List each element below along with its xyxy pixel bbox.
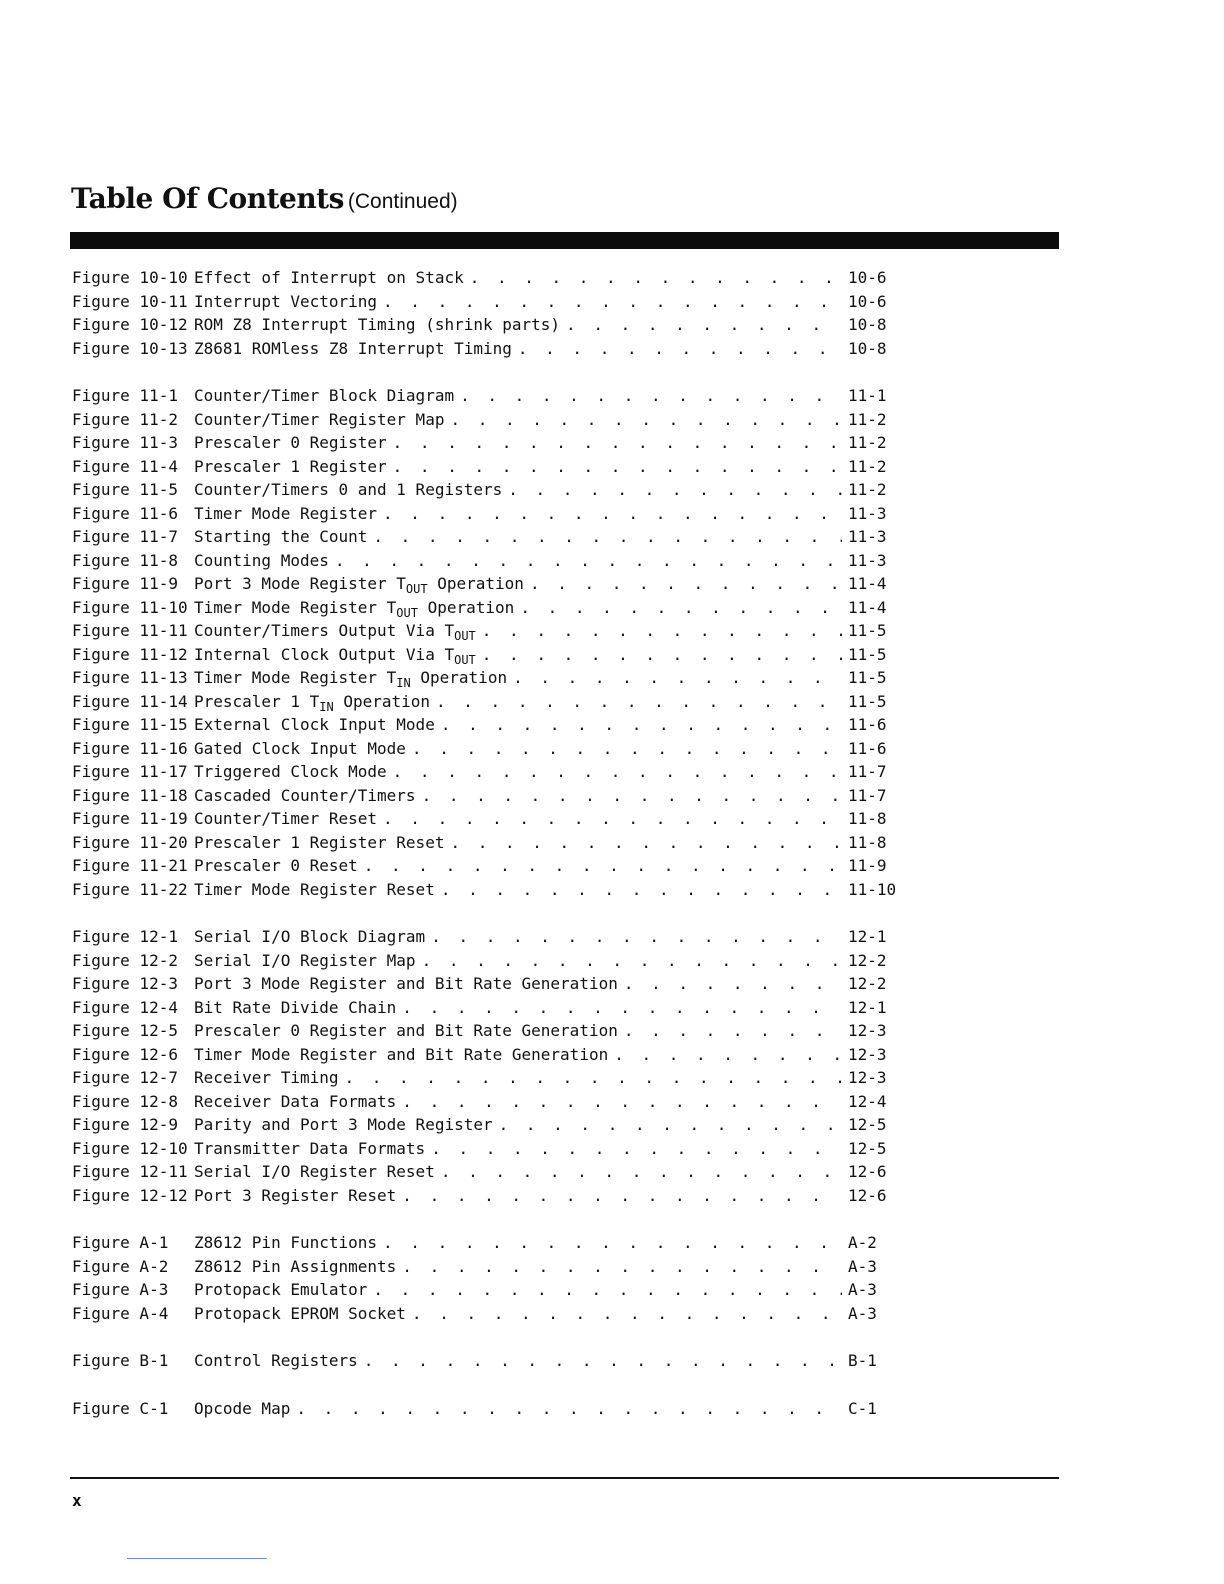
figure-title-subscript: IN <box>319 699 334 714</box>
figure-number: Figure 11-13 <box>72 668 188 687</box>
figure-title <box>194 1397 290 1421</box>
figure-title-text: Control Registers <box>194 1351 358 1370</box>
figure-title-text: Transmitter Data Formats <box>194 1138 426 1158</box>
toc-row[interactable] <box>72 925 912 949</box>
figure-number: Figure 11-7 <box>72 527 178 546</box>
figure-group <box>72 266 912 360</box>
toc-row[interactable] <box>72 478 912 502</box>
figure-number: Figure 11-1 <box>72 386 178 405</box>
figure-title-text: Receiver Data Formats <box>194 1091 397 1111</box>
toc-row[interactable] <box>72 1043 912 1067</box>
toc-row[interactable] <box>72 1019 912 1043</box>
page-reference: 11-2 <box>848 456 887 476</box>
figure-title-subscript: OUT <box>405 582 428 596</box>
dot-leader <box>450 831 842 855</box>
figure-title-text: Effect of Interrupt on Stack <box>194 268 464 287</box>
toc-row[interactable] <box>72 1184 912 1208</box>
dot-leader <box>373 525 842 549</box>
figure-group <box>72 1231 912 1325</box>
figure-title <box>194 925 425 949</box>
toc-row[interactable] <box>72 384 912 408</box>
figure-group <box>72 384 912 901</box>
toc-row[interactable] <box>72 1090 912 1114</box>
figure-title <box>194 266 464 290</box>
figure-title-text: Internal Clock Output Via T <box>194 644 455 664</box>
figure-title-text: Protopack Emulator <box>194 1280 368 1299</box>
figure-title <box>194 478 502 502</box>
figure-title-text: Counter/Timer Reset <box>194 809 378 828</box>
blue-underline-mark <box>127 1558 267 1559</box>
page-reference: 11-3 <box>848 550 887 570</box>
figure-title <box>194 713 435 737</box>
dot-leader <box>422 949 842 973</box>
figure-title <box>194 760 387 784</box>
toc-row[interactable] <box>72 549 912 573</box>
figure-title <box>194 878 435 902</box>
figure-title <box>194 313 560 337</box>
page-reference: 12-3 <box>848 1021 887 1040</box>
figure-title <box>194 854 358 878</box>
figure-title-suffix: Operation <box>427 574 524 593</box>
dot-leader <box>460 384 842 408</box>
toc-row[interactable] <box>72 666 912 690</box>
figure-number: Figure 12-12 <box>72 1185 188 1205</box>
figure-title-subscript: OUT <box>454 652 476 667</box>
toc-row[interactable] <box>72 1231 912 1255</box>
figure-title-text: Counter/Timers 0 and 1 Registers <box>194 480 503 499</box>
page-reference: 11-5 <box>848 644 887 664</box>
figure-number: Figure 11-6 <box>72 503 178 523</box>
figure-title <box>194 408 444 432</box>
figure-number: Figure 12-7 <box>72 1068 178 1087</box>
figure-title-text: Counting Modes <box>194 550 329 570</box>
page-reference: 11-1 <box>848 386 887 405</box>
figure-title-text: Timer Mode Register Reset <box>194 879 435 899</box>
page-reference: 11-2 <box>848 480 887 499</box>
page-subtitle: (Continued) <box>347 190 458 213</box>
page-reference: 12-6 <box>848 1162 887 1181</box>
figure-title-text: Prescaler 0 Register and Bit Rate Generation <box>194 1021 618 1040</box>
dot-leader <box>431 925 842 949</box>
page-reference: A-3 <box>848 1303 877 1323</box>
footer-rule <box>70 1477 1059 1479</box>
figure-title <box>194 1231 377 1255</box>
figure-number: Figure 12-5 <box>72 1021 178 1040</box>
figure-title-suffix: Operation <box>333 691 431 711</box>
page-title: Table Of Contents <box>71 182 344 215</box>
page-reference: 11-5 <box>848 691 887 711</box>
page-reference: 11-6 <box>848 738 887 758</box>
toc-row[interactable] <box>72 1160 912 1184</box>
page-reference: C-1 <box>848 1398 877 1418</box>
figure-title <box>194 807 377 831</box>
dot-leader <box>402 1184 842 1208</box>
page-reference: 12-6 <box>848 1185 887 1205</box>
dot-leader <box>412 1302 842 1326</box>
toc-row[interactable] <box>72 1302 912 1326</box>
dot-leader <box>393 760 842 784</box>
toc-row[interactable] <box>72 313 912 337</box>
figure-title-text: Counter/Timers Output Via T <box>194 621 455 640</box>
page-reference: 11-6 <box>848 715 887 734</box>
dot-leader <box>614 1043 842 1067</box>
page-reference: 11-3 <box>848 503 887 523</box>
figure-number: Figure 12-3 <box>72 974 178 993</box>
toc-row[interactable] <box>72 854 912 878</box>
dot-leader <box>566 313 842 337</box>
figure-number: Figure 11-9 <box>72 574 178 593</box>
page-reference: A-3 <box>848 1256 877 1276</box>
figure-number: Figure 10-13 <box>72 338 188 358</box>
figure-number: Figure 11-5 <box>72 480 178 499</box>
figure-title-text: Serial I/O Register Reset <box>194 1162 435 1181</box>
figure-group <box>72 1397 912 1421</box>
figure-number: Figure 12-8 <box>72 1091 178 1111</box>
figure-number: Figure 11-4 <box>72 456 178 476</box>
figure-title <box>194 337 512 361</box>
dot-leader <box>431 1137 842 1161</box>
page-reference: 11-2 <box>848 433 887 452</box>
dot-leader <box>402 996 842 1020</box>
figure-title-text: Z8612 Pin Functions <box>194 1233 378 1252</box>
toc-row[interactable] <box>72 619 912 643</box>
toc-row[interactable] <box>72 266 912 290</box>
dot-leader <box>530 572 842 596</box>
figure-title-text: Receiver Timing <box>194 1068 339 1087</box>
figure-title-text: Cascaded Counter/Timers <box>194 785 416 805</box>
figure-title <box>194 1043 608 1067</box>
figure-title-text: Triggered Clock Mode <box>194 762 387 781</box>
figure-title-text: Serial I/O Register Map <box>194 950 416 970</box>
toc-row[interactable] <box>72 643 912 667</box>
figure-number: Figure 11-19 <box>72 809 188 828</box>
page-reference: A-3 <box>848 1280 877 1299</box>
figure-number: Figure 11-22 <box>72 879 188 899</box>
toc-row[interactable] <box>72 972 912 996</box>
figure-title-text: Z8612 Pin Assignments <box>194 1256 397 1276</box>
figure-title-text: Interrupt Vectoring <box>194 291 378 311</box>
figure-title <box>194 1278 367 1302</box>
page-reference: A-2 <box>848 1233 877 1252</box>
toc-row[interactable] <box>72 713 912 737</box>
header-rule-bar <box>70 232 1059 249</box>
dot-leader <box>436 690 842 714</box>
figure-title-text: Timer Mode Register and Bit Rate Generation <box>194 1044 609 1064</box>
figure-title-text: External Clock Input Mode <box>194 715 435 734</box>
dot-leader <box>335 549 842 573</box>
figure-title <box>194 1184 396 1208</box>
dot-leader <box>393 455 842 479</box>
figure-title-text: Port 3 Register Reset <box>194 1185 397 1205</box>
figure-number: Figure 12-9 <box>72 1115 178 1134</box>
toc-row[interactable] <box>72 1137 912 1161</box>
page-reference: 11-4 <box>848 574 887 593</box>
dot-leader <box>499 1113 842 1137</box>
figure-title <box>194 1090 396 1114</box>
page-reference: 11-7 <box>848 785 887 805</box>
figure-number: Figure 12-6 <box>72 1044 178 1064</box>
page-reference: 12-1 <box>848 997 887 1017</box>
dot-leader <box>383 1231 842 1255</box>
figure-title <box>194 1113 493 1137</box>
toc-row[interactable] <box>72 1066 912 1090</box>
figure-title-text: Z8681 ROMless Z8 Interrupt Timing <box>194 338 512 358</box>
figure-number: Figure 11-18 <box>72 785 188 805</box>
dot-leader <box>402 1255 842 1279</box>
figure-title <box>194 455 387 479</box>
toc-row[interactable] <box>72 408 912 432</box>
figure-title-text: Parity and Port 3 Mode Register <box>194 1115 493 1134</box>
figure-number: Figure 11-15 <box>72 715 188 734</box>
toc-row[interactable] <box>72 1255 912 1279</box>
dot-leader <box>364 1349 842 1373</box>
page-reference: 12-5 <box>848 1138 887 1158</box>
dot-leader <box>383 290 842 314</box>
figure-group <box>72 925 912 1207</box>
figure-number: Figure 11-10 <box>72 597 188 617</box>
toc-row[interactable] <box>72 690 912 714</box>
figure-title-text: Gated Clock Input Mode <box>194 738 406 758</box>
toc-row[interactable] <box>72 455 912 479</box>
figure-title <box>194 1160 435 1184</box>
figure-title <box>194 972 618 996</box>
toc-row[interactable] <box>72 949 912 973</box>
figure-title-text: Prescaler 1 T <box>194 691 320 711</box>
toc-row[interactable] <box>72 878 912 902</box>
dot-leader <box>373 1278 842 1302</box>
figure-title <box>194 996 396 1020</box>
figure-title <box>194 431 387 455</box>
page-reference: 11-9 <box>848 856 887 875</box>
figure-title-text: Timer Mode Register T <box>194 668 397 687</box>
figure-title <box>194 831 444 855</box>
figure-title-subscript: OUT <box>454 629 476 643</box>
dot-leader <box>518 337 842 361</box>
figure-number: Figure 12-1 <box>72 927 178 946</box>
toc-row[interactable] <box>72 996 912 1020</box>
dot-leader <box>383 502 842 526</box>
dot-leader <box>441 713 842 737</box>
figure-title-text: Starting the Count <box>194 527 368 546</box>
page-reference: 11-5 <box>848 621 887 640</box>
figure-number: Figure 12-11 <box>72 1162 188 1181</box>
figure-number: Figure B-1 <box>72 1351 169 1370</box>
page-reference: 10-6 <box>848 268 887 287</box>
figure-number: Figure 11-17 <box>72 762 188 781</box>
figure-number: Figure A-1 <box>72 1233 169 1252</box>
figure-title-suffix: Operation <box>410 668 508 687</box>
figure-list <box>72 266 912 1444</box>
figure-title-text: Timer Mode Register T <box>194 597 397 617</box>
figure-title-text: Timer Mode Register <box>194 503 378 523</box>
page-reference: 12-4 <box>848 1091 887 1111</box>
toc-row[interactable] <box>72 1397 912 1421</box>
toc-row[interactable] <box>72 337 912 361</box>
page-reference: 10-8 <box>848 315 887 334</box>
toc-row[interactable] <box>72 737 912 761</box>
figure-number: Figure 11-11 <box>72 621 188 640</box>
figure-number: Figure 11-12 <box>72 644 188 664</box>
dot-leader <box>470 266 842 290</box>
figure-title <box>194 784 416 808</box>
page-reference: 12-3 <box>848 1068 887 1087</box>
dot-leader <box>482 619 842 643</box>
figure-title-subscript: IN <box>396 676 411 690</box>
dot-leader <box>393 431 842 455</box>
page-reference: 11-8 <box>848 809 887 828</box>
figure-title <box>194 1137 425 1161</box>
figure-title-suffix: Operation <box>417 597 515 617</box>
figure-title <box>194 737 406 761</box>
figure-title-text: Counter/Timer Block Diagram <box>194 386 455 405</box>
dot-leader <box>482 643 842 667</box>
figure-number: Figure A-4 <box>72 1303 169 1323</box>
figure-number: Figure 11-14 <box>72 691 188 711</box>
toc-row[interactable] <box>72 1278 912 1302</box>
figure-number: Figure 10-11 <box>72 291 188 311</box>
figure-number: Figure 11-8 <box>72 550 178 570</box>
figure-number: Figure 12-4 <box>72 997 178 1017</box>
page-reference: 11-8 <box>848 832 887 852</box>
toc-row[interactable] <box>72 290 912 314</box>
dot-leader <box>520 596 842 620</box>
toc-row[interactable] <box>72 431 912 455</box>
figure-title-text: Prescaler 1 Register <box>194 456 387 476</box>
figure-title <box>194 1019 618 1043</box>
dot-leader <box>508 478 842 502</box>
figure-number: Figure 11-20 <box>72 832 188 852</box>
dot-leader <box>364 854 842 878</box>
toc-row[interactable] <box>72 1349 912 1373</box>
page-reference: 12-2 <box>848 974 887 993</box>
figure-number: Figure 10-10 <box>72 268 188 287</box>
dot-leader <box>296 1397 842 1421</box>
figure-title <box>194 1066 339 1090</box>
toc-row[interactable] <box>72 572 912 596</box>
figure-number: Figure 11-16 <box>72 738 188 758</box>
page-header <box>71 182 458 215</box>
page-reference: 11-2 <box>848 409 887 429</box>
figure-title-subscript: OUT <box>396 605 418 620</box>
dot-leader <box>402 1090 842 1114</box>
dot-leader <box>441 878 842 902</box>
page-reference: 12-2 <box>848 950 887 970</box>
figure-title-text: ROM Z8 Interrupt Timing (shrink parts) <box>194 315 561 334</box>
figure-title-text: Protopack EPROM Socket <box>194 1303 406 1323</box>
dot-leader <box>513 666 842 690</box>
dot-leader <box>450 408 842 432</box>
figure-title <box>194 502 377 526</box>
toc-row[interactable] <box>72 596 912 620</box>
figure-title <box>194 949 416 973</box>
figure-title <box>194 290 377 314</box>
toc-row[interactable] <box>72 502 912 526</box>
page-reference: 10-8 <box>848 338 887 358</box>
dot-leader <box>624 972 842 996</box>
figure-title-text: Port 3 Mode Register T <box>194 574 406 593</box>
toc-row[interactable] <box>72 1113 912 1137</box>
dot-leader <box>422 784 842 808</box>
dot-leader <box>441 1160 842 1184</box>
figure-number: Figure 10-12 <box>72 315 188 334</box>
figure-title-text: Port 3 Mode Register and Bit Rate Generation <box>194 974 618 993</box>
figure-title-text: Bit Rate Divide Chain <box>194 997 397 1017</box>
dot-leader <box>383 807 842 831</box>
figure-title-text: Prescaler 1 Register Reset <box>194 832 445 852</box>
figure-number: Figure 11-2 <box>72 409 178 429</box>
page-reference: 10-6 <box>848 291 887 311</box>
figure-title-text: Serial I/O Block Diagram <box>194 927 426 946</box>
figure-number: Figure 11-3 <box>72 433 178 452</box>
dot-leader <box>345 1066 843 1090</box>
figure-number: Figure C-1 <box>72 1398 169 1418</box>
figure-number: Figure 12-2 <box>72 950 178 970</box>
page-reference: 11-5 <box>848 668 887 687</box>
figure-number: Figure 12-10 <box>72 1138 188 1158</box>
figure-title-text: Prescaler 0 Register <box>194 433 387 452</box>
page-reference: 12-5 <box>848 1115 887 1134</box>
figure-number: Figure A-2 <box>72 1256 169 1276</box>
page-reference: 12-3 <box>848 1044 887 1064</box>
figure-title <box>194 1255 396 1279</box>
page-reference: 11-4 <box>848 597 887 617</box>
dot-leader <box>624 1019 842 1043</box>
toc-row[interactable] <box>72 525 912 549</box>
figure-number: Figure 11-21 <box>72 856 188 875</box>
footer-page-number: x <box>72 1491 82 1510</box>
page-reference: B-1 <box>848 1351 877 1370</box>
figure-title <box>194 525 367 549</box>
figure-number: Figure A-3 <box>72 1280 169 1299</box>
page-reference: 12-1 <box>848 927 887 946</box>
figure-title <box>194 1349 358 1373</box>
figure-title <box>194 1302 406 1326</box>
toc-row[interactable] <box>72 807 912 831</box>
dot-leader <box>412 737 842 761</box>
figure-group <box>72 1349 912 1373</box>
figure-title-text: Opcode Map <box>194 1398 291 1418</box>
figure-title-text: Prescaler 0 Reset <box>194 856 358 875</box>
toc-row[interactable] <box>72 760 912 784</box>
toc-row[interactable] <box>72 784 912 808</box>
figure-title <box>194 549 329 573</box>
page-reference: 11-7 <box>848 762 887 781</box>
page-reference: 11-3 <box>848 527 887 546</box>
page-reference: 11-10 <box>848 879 897 899</box>
figure-title <box>194 384 454 408</box>
toc-row[interactable] <box>72 831 912 855</box>
figure-title-text: Counter/Timer Register Map <box>194 409 445 429</box>
